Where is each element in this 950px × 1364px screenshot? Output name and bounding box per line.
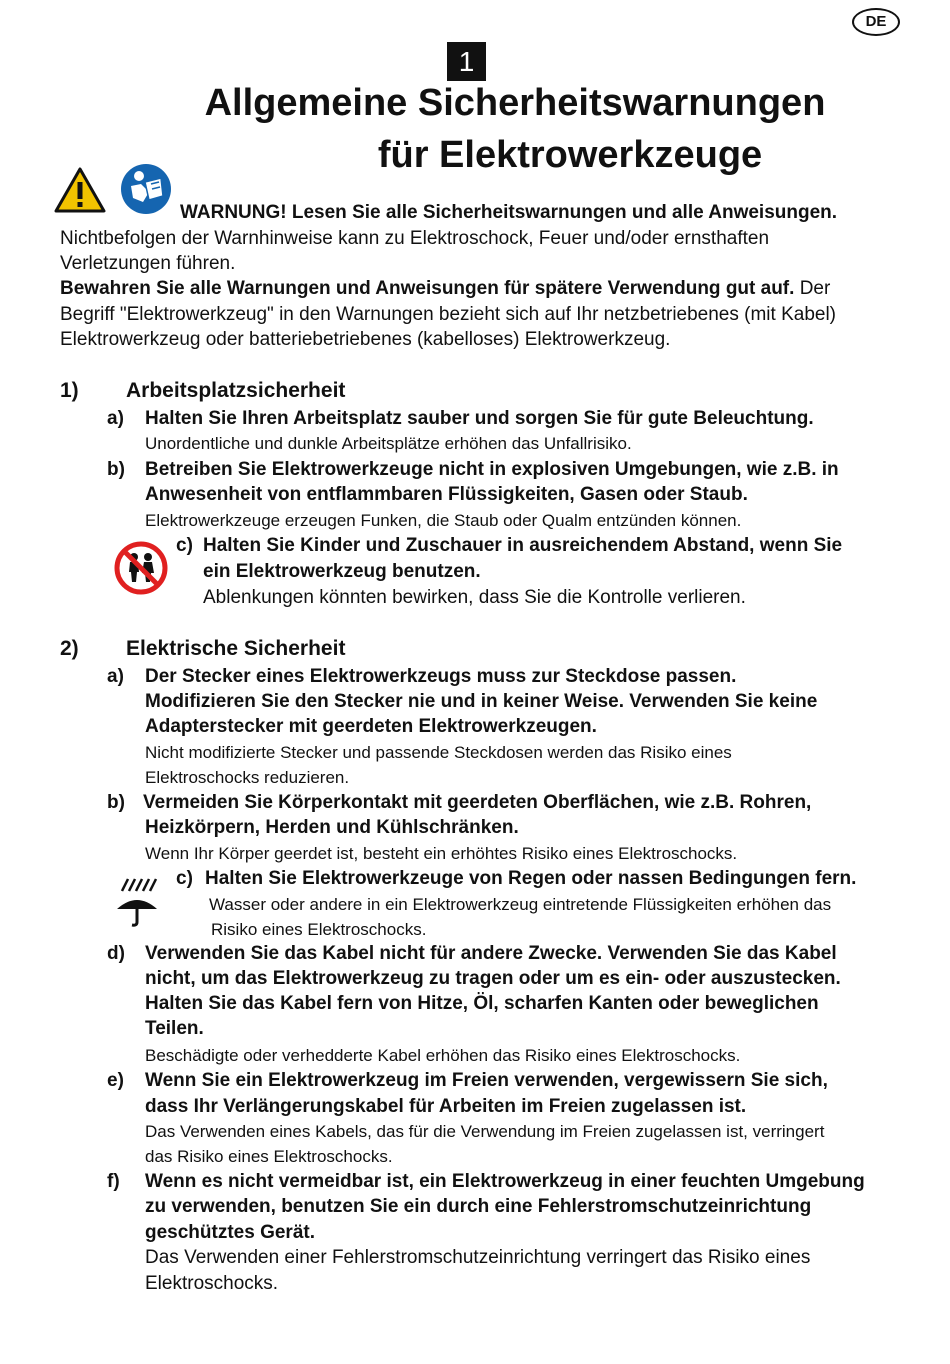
keep-instructions-rest: Der [794,278,831,299]
item-text: Wasser oder andere in ein Elektrowerkzeug eintretende Flüssigkeiten erhöhen das [209,895,832,914]
item-text: Elektroschocks reduzieren. [145,768,350,787]
item-heading: Halten Sie Kinder und Zuschauer in ausreichendem Abstand, wenn Sie [203,535,843,556]
section2-title: Elektrische Sicherheit [126,637,346,660]
item-heading: Halten Sie das Kabel fern von Hitze, Öl, scharfen Kanten oder beweglichen [145,993,819,1014]
item-heading: geschütztes Gerät. [145,1222,315,1243]
item-label: b) [107,459,125,480]
item-heading: Betreiben Sie Elektrowerkzeuge nicht in explosiven Umgebungen, wie z.B. in [145,459,839,480]
item-label: b) [107,792,125,813]
item-label: c) [176,868,193,889]
item-text: Wenn Ihr Körper geerdet ist, besteht ein erhöhtes Risiko eines Elektroschocks. [145,844,738,863]
intro-line: Begriff "Elektrowerkzeug" in den Warnungen bezieht sich auf Ihr netzbetriebenes (mit Kabel) [60,304,837,325]
item-heading: Heizkörpern, Herden und Kühlschränken. [145,817,519,838]
item-heading: Wenn es nicht vermeidbar ist, ein Elektrowerkzeug in einer feuchten Umgebung [145,1171,865,1192]
item-text: Elektrowerkzeuge erzeugen Funken, die Staub oder Qualm entzünden können. [145,511,742,530]
keep-instructions-bold: Bewahren Sie alle Warnungen und Anweisungen für spätere Verwendung gut auf. [60,278,795,299]
umbrella-rain-icon [112,873,162,927]
item-text: Risiko eines Elektroschocks. [211,920,427,939]
item-label: e) [107,1070,124,1091]
item-text: das Risiko eines Elektroschocks. [145,1147,393,1166]
item-heading: Verwenden Sie das Kabel nicht für andere Zwecke. Verwenden Sie das Kabel [145,943,837,964]
no-children-icon [113,540,169,596]
section2-number: 2) [60,637,79,660]
item-heading: Halten Sie Elektrowerkzeuge von Regen oder nassen Bedingungen fern. [205,868,857,889]
item-label: a) [107,666,124,687]
item-heading: dass Ihr Verlängerungskabel für Arbeiten im Freien zugelassen ist. [145,1096,747,1117]
item-heading: zu verwenden, benutzen Sie ein durch eine Fehlerstromschutzeinrichtung [145,1196,812,1217]
item-heading: Der Stecker eines Elektrowerkzeugs muss zur Steckdose passen. [145,666,737,687]
item-heading: ein Elektrowerkzeug benutzen. [203,561,481,582]
read-manual-icon [119,162,173,216]
item-heading: nicht, um das Elektrowerkzeug zu tragen oder um es ein- oder auszustecken. [145,968,841,989]
item-heading: Modifizieren Sie den Stecker nie und in keiner Weise. Verwenden Sie keine [145,691,818,712]
item-label: a) [107,408,124,429]
item-text: Ablenkungen könnten bewirken, dass Sie die Kontrolle verlieren. [203,587,746,608]
item-heading: Adapterstecker mit geerdeten Elektrowerkzeugen. [145,716,597,737]
section1-title: Arbeitsplatzsicherheit [126,379,346,402]
item-text: Das Verwenden einer Fehlerstromschutzeinrichtung verringert das Risiko eines [145,1247,811,1268]
item-text: Nicht modifizierte Stecker und passende Steckdosen werden das Risiko eines [145,743,732,762]
item-text: Das Verwenden eines Kabels, das für die Verwendung im Freien zugelassen ist, verringert [145,1122,825,1141]
intro-line: Verletzungen führen. [60,253,236,274]
section1-number: 1) [60,379,79,402]
item-text: Unordentliche und dunkle Arbeitsplätze erhöhen das Unfallrisiko. [145,434,632,453]
item-text: Beschädigte oder verhedderte Kabel erhöhen das Risiko eines Elektroschocks. [145,1046,741,1065]
item-heading: Vermeiden Sie Körperkontakt mit geerdeten Oberflächen, wie z.B. Rohren, [143,792,812,813]
page-title-line2: für Elektrowerkzeuge [377,134,763,176]
item-label: c) [176,535,193,556]
intro-line: Elektrowerkzeug oder batteriebetriebenes (kabelloses) Elektrowerkzeug. [60,329,671,350]
item-heading: Wenn Sie ein Elektrowerkzeug im Freien verwenden, vergewissern Sie sich, [145,1070,828,1091]
page-title-line1: Allgemeine Sicherheitswarnungen [204,82,826,124]
item-heading: Anwesenheit von entflammbaren Flüssigkeiten, Gasen oder Staub. [145,484,748,505]
item-heading: Halten Sie Ihren Arbeitsplatz sauber und sorgen Sie für gute Beleuchtung. [145,408,814,429]
language-badge: DE [852,8,900,36]
item-label: d) [107,943,125,964]
intro-keep-line [60,278,830,300]
intro-line: Nichtbefolgen der Warnhinweise kann zu Elektroschock, Feuer und/oder ernsthaften [60,228,770,249]
warning-heading: WARNUNG! Lesen Sie alle Sicherheitswarnungen und alle Anweisungen. [180,202,838,223]
chapter-number: 1 [447,42,486,81]
item-heading: Teilen. [145,1018,204,1039]
warning-triangle-icon [54,166,106,214]
item-text: Elektroschocks. [145,1273,279,1294]
item-label: f) [107,1171,120,1192]
